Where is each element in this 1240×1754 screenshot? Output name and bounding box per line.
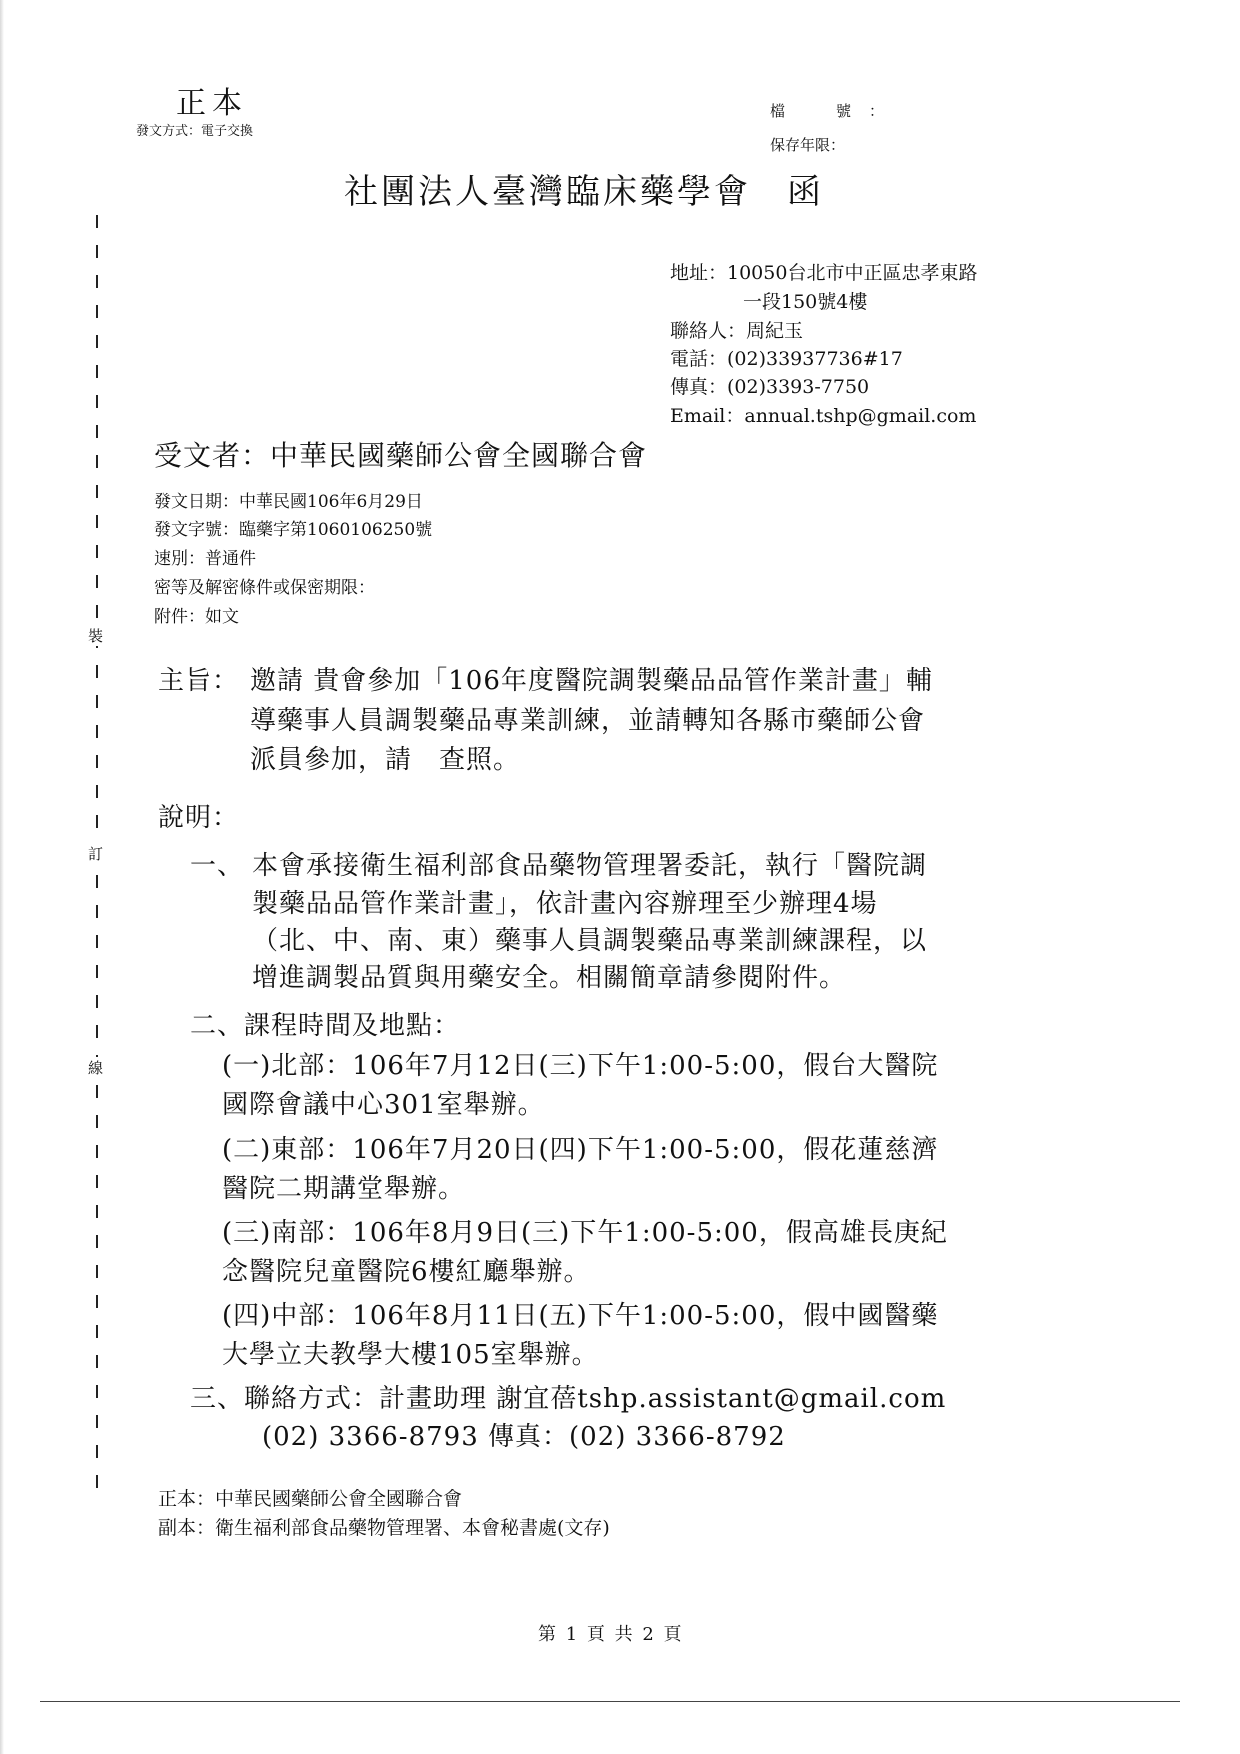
binding-label-xian: 線 <box>88 1059 104 1077</box>
item-1-line: 製藥品品管作業計畫」，依計畫內容辦理至少辦理4場 <box>252 889 878 919</box>
contact-fax: 傳真：(02)3393-7750 <box>670 376 870 398</box>
session-central-venue: 大學立夫教學大樓105室舉辦。 <box>222 1340 599 1370</box>
binding-dashed-line <box>0 0 120 1500</box>
item-1-line: 增進調製品質與用藥安全。相關簡章請參閱附件。 <box>252 963 847 993</box>
session-east-line: (二)東部：106年7月20日(四)下午1:00-5:00，假花蓮慈濟 <box>222 1135 939 1165</box>
session-south-venue: 念醫院兒童醫院6樓紅廳舉辦。 <box>222 1257 591 1287</box>
binding-label-ding: 訂 <box>88 845 104 863</box>
issue-date: 發文日期：中華民國106年6月29日 <box>154 492 423 512</box>
urgency: 速別：普通件 <box>154 549 256 569</box>
recipient: 受文者：中華民國藥師公會全國聯合會 <box>154 439 648 472</box>
session-east-venue: 醫院二期講堂舉辦。 <box>222 1174 466 1204</box>
item-1-line: 本會承接衛生福利部食品藥物管理署委託，執行「醫院調 <box>252 851 928 881</box>
session-north-line: (一)北部：106年7月12日(三)下午1:00-5:00，假台大醫院 <box>222 1051 939 1081</box>
subject-line: 邀請 貴會參加「106年度醫院調製藥品品管作業計畫」輔 <box>250 666 933 696</box>
file-number-colon: ： <box>869 102 885 120</box>
subject-line: 導藥事人員調製藥品專業訓練，並請轉知各縣市藥師公會 <box>250 706 926 736</box>
bottom-rule <box>40 1701 1180 1702</box>
item-1-marker: 一、 <box>190 851 245 881</box>
session-south-line: (三)南部：106年8月9日(三)下午1:00-5:00，假高雄長庚紀 <box>222 1218 948 1248</box>
document-number: 發文字號：臨藥字第1060106250號 <box>154 520 433 540</box>
binding-label-zhuang: 裝 <box>88 627 104 645</box>
session-north-venue: 國際會議中心301室舉辦。 <box>222 1090 545 1120</box>
item-3-contact: 三、聯絡方式：計畫助理 謝宜蓓tshp.assistant@gmail.com <box>190 1384 947 1414</box>
item-1-line: （北、中、南、東）藥事人員調製藥品專業訓練課程，以 <box>252 926 928 956</box>
item-3-phones: (02) 3366-8793 傳真：(02) 3366-8792 <box>262 1422 786 1452</box>
page-indicator: 第 1 頁 共 2 頁 <box>538 1624 684 1645</box>
contact-address: 地址：10050台北市中正區忠孝東路 <box>670 262 978 284</box>
copy-type: 正本 <box>176 86 248 121</box>
subject-line: 派員參加，請 查照。 <box>250 745 521 775</box>
attachment: 附件：如文 <box>154 607 239 627</box>
contact-phone: 電話：(02)33937736#17 <box>670 348 903 370</box>
item-2-heading: 二、課程時間及地點： <box>190 1011 461 1041</box>
contact-email: Email：annual.tshp@gmail.com <box>670 405 977 427</box>
contact-address-line2: 一段150號4樓 <box>743 291 868 313</box>
session-central-line: (四)中部：106年8月11日(五)下午1:00-5:00，假中國醫藥 <box>222 1301 939 1331</box>
contact-person: 聯絡人：周紀玉 <box>670 320 804 342</box>
doc-type: 函 <box>787 172 824 212</box>
send-method: 發文方式：電子交換 <box>136 124 254 139</box>
subject-label: 主旨： <box>158 666 240 696</box>
document-title <box>344 164 824 213</box>
original-recipient: 正本：中華民國藥師公會全國聯合會 <box>158 1488 463 1510</box>
secrecy-level: 密等及解密條件或保密期限： <box>154 578 375 598</box>
file-number <box>770 100 884 121</box>
file-number-label: 檔 號 <box>770 102 870 120</box>
org-name: 社團法人臺灣臨床藥學會 <box>344 172 751 212</box>
copy-recipients: 副本：衛生福利部食品藥物管理署、本會秘書處(文存) <box>158 1517 610 1539</box>
retention-period: 保存年限： <box>770 136 846 154</box>
explanation-label: 說明： <box>158 803 240 833</box>
